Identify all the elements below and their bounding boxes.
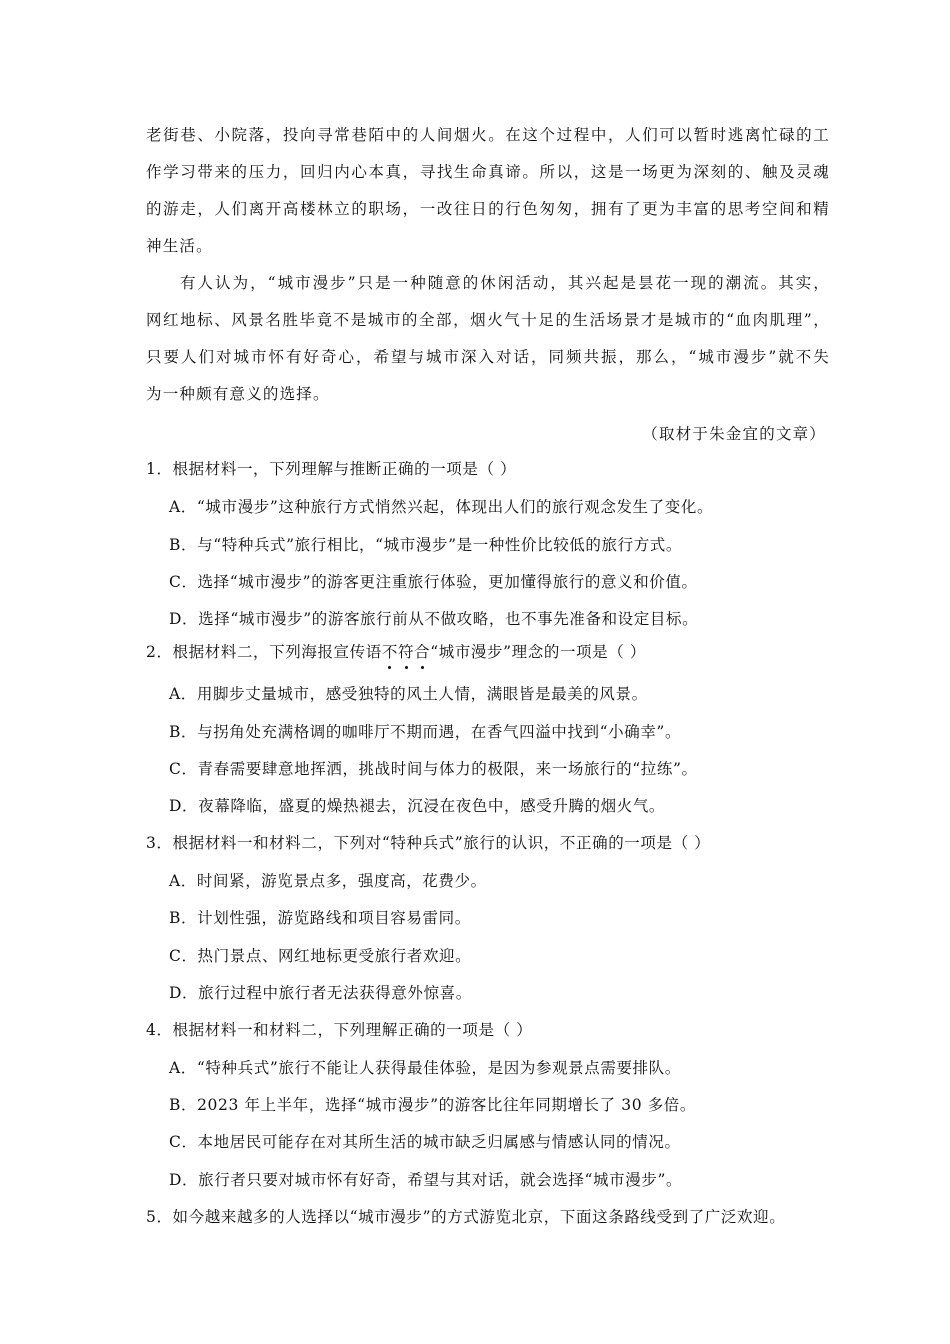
question-2-option-d: D．夜幕降临，盛夏的燥热褪去，沉浸在夜色中，感受升腾的烟火气。 [169, 797, 666, 815]
question-1-option-c: C．选择“城市漫步”的游客更注重旅行体验，更加懂得旅行的意义和价值。 [169, 573, 698, 591]
passage-source: （取材于朱金宜的文章） [642, 425, 826, 443]
question-3-stem: 3．根据材料一和材料二，下列对“特种兵式”旅行的认识，不正确的一项是（ ） [146, 834, 711, 852]
emphasis-char: 不 [382, 640, 398, 664]
question-2-stem-before: 2．根据材料二，下列海报宣传语 [146, 643, 382, 661]
question-2-option-b: B．与拐角处充满格调的咖啡厅不期而遇，在香气四溢中找到“小确幸”。 [169, 723, 682, 741]
question-3-option-c: C．热门景点、网红地标更受旅行者欢迎。 [169, 947, 472, 965]
question-4-option-b: B．2023 年上半年，选择“城市漫步”的游客比往年同期增长了 30 多倍。 [169, 1096, 696, 1114]
emphasis-char: 符 [398, 640, 414, 664]
question-5-stem: 5．如今越来越多的人选择以“城市漫步”的方式游览北京，下面这条路线受到了广泛欢迎。 [146, 1208, 786, 1226]
question-3-option-d: D．旅行过程中旅行者无法获得意外惊喜。 [169, 984, 472, 1002]
question-1-option-a: A．“城市漫步”这种旅行方式悄然兴起，体现出人们的旅行观念发生了变化。 [169, 498, 714, 516]
question-2-option-c: C．青春需要肆意地挥洒，挑战时间与体力的极限，来一场旅行的“拉练”。 [169, 760, 698, 778]
question-4-option-c: C．本地居民可能存在对其所生活的城市缺乏归属感与情感认同的情况。 [169, 1133, 681, 1151]
question-3-option-b: B．计划性强，游览路线和项目容易雷同。 [169, 909, 471, 927]
question-1-option-d: D．选择“城市漫步”的游客旅行前从不做攻略，也不事先准备和设定目标。 [169, 610, 699, 628]
passage-line: 神生活。 [146, 237, 213, 255]
passage-line: 为一种颇有意义的选择。 [146, 385, 330, 403]
passage-line: 有人认为，“城市漫步”只是一种随意的休闲活动，其兴起是昙花一现的潮流。其实， [180, 274, 830, 292]
question-4-stem: 4．根据材料一和材料二，下列理解正确的一项是（ ） [146, 1021, 533, 1039]
passage-line: 作学习带来的压力，回归内心本真，寻找生命真谛。所以，这是一场更为深刻的、触及灵魂 [146, 163, 830, 181]
question-4-option-d: D．旅行者只要对城市怀有好奇，希望与其对话，就会选择“城市漫步”。 [169, 1171, 683, 1189]
passage-line: 老街巷、小院落，投向寻常巷陌中的人间烟火。在这个过程中，人们可以暂时逃离忙碌的工 [146, 126, 830, 144]
question-2-option-a: A．用脚步丈量城市，感受独特的风土人情，满眼皆是最美的风景。 [169, 685, 648, 703]
question-4-option-a: A．“特种兵式”旅行不能让人获得最佳体验，是因为参观景点需要排队。 [169, 1059, 681, 1077]
question-3-option-a: A．时间紧，游览景点多，强度高，花费少。 [169, 872, 487, 890]
passage-line: 的游走，人们离开高楼林立的职场，一改往日的行色匆匆，拥有了更为丰富的思考空间和精 [146, 200, 830, 218]
emphasis-char: 合 [414, 640, 430, 664]
passage-line: 只要人们对城市怀有好奇心，希望与城市深入对话，同频共振，那么，“城市漫步”就不失 [146, 348, 830, 366]
passage-line: 网红地标、风景名胜毕竟不是城市的全部，烟火气十足的生活场景才是城市的“血肉肌理”， [146, 311, 830, 329]
question-1-option-b: B．与“特种兵式”旅行相比，“城市漫步”是一种性价比较低的旅行方式。 [169, 536, 682, 554]
passage-paragraph-1 [146, 117, 830, 265]
question-2-stem [146, 640, 646, 664]
question-2-stem-after: “城市漫步”理念的一项是（ ） [430, 643, 646, 661]
passage-paragraph-2 [146, 265, 830, 413]
question-1-stem: 1．根据材料一，下列理解与推断正确的一项是（ ） [146, 460, 517, 478]
